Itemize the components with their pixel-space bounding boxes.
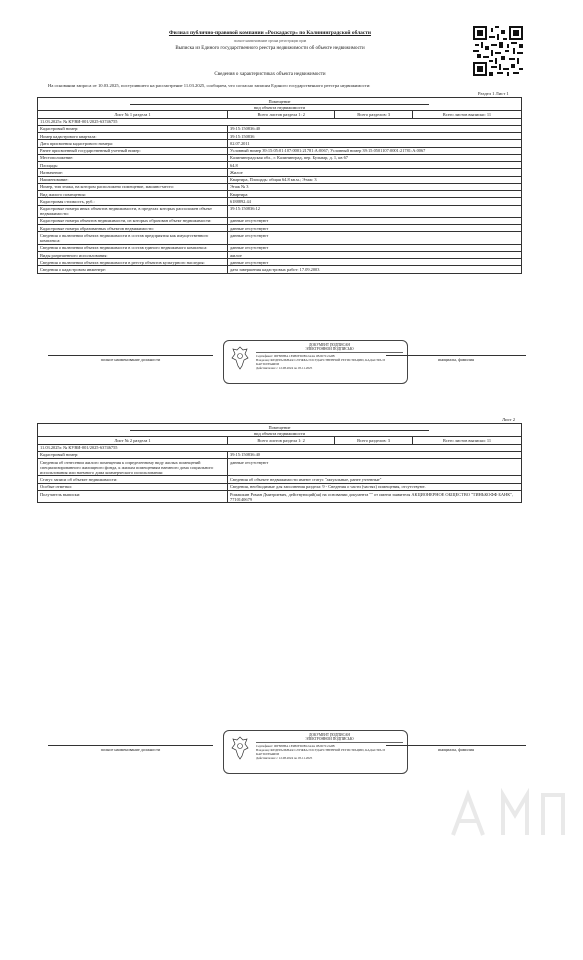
row-value: Условный номер 39:15:05:01:107:0001:21781:А:0067; Условный номер 39:15:0501107:0001:21781:А:0067: [228, 147, 522, 154]
row-value: Сведения об объекте недвижимости имеют статус "актуальные, ранее учтенные": [228, 476, 522, 483]
sheet1-table: [37, 97, 522, 274]
e-signature-stamp-2: ДОКУМЕНТ ПОДПИСАН ЭЛЕКТРОННОЙ ПОДПИСЬЮ Сертификат: 00F8E8BA 1E9B0FD0B12A4A 1B2D7C2A9B Владелец: ФЕДЕРАЛЬНАЯ СЛУЖБА ГОСУДАРСТВЕННОЙ РЕГИСТРАЦИИ, КАДАСТРА И КАРТОГРАФИИ Действителен: с 12.08.2024 по 05.11.2025: [223, 730, 408, 774]
row-label: Назначение:: [38, 169, 228, 176]
row-label: Кадастровая стоимость, руб.:: [38, 198, 228, 205]
sheet-label: Раздел 1 Лист 1: [478, 91, 509, 96]
meta2-sheets-total: Всего листов выписки: 11: [412, 437, 521, 444]
row-label: Сведения о включении объекта недвижимости в состав предприятия как имущественного комплекса:: [38, 232, 228, 244]
table-row: [38, 133, 522, 140]
emblem-icon: [230, 736, 250, 760]
row-label: Площадь:: [38, 162, 228, 169]
row-value: 6188892.44: [228, 198, 522, 205]
row-value: 39:15:150836: [228, 133, 522, 140]
name-caption-2: инициалы, фамилия: [386, 745, 526, 752]
e-signature-stamp: ДОКУМЕНТ ПОДПИСАН ЭЛЕКТРОННОЙ ПОДПИСЬЮ Сертификат: 00F8E8BA 1E9B0FD0B12A4A 1B2D7C2A9B Владелец: ФЕДЕРАЛЬНАЯ СЛУЖБА ГОСУДАРСТВЕННОЙ РЕГИСТРАЦИИ, КАДАСТРА И КАРТОГРАФИИ Действителен: с 12.08.2024 по 05.11.2025: [223, 340, 408, 384]
meta-sheet: Лист № 1 раздела 1: [38, 111, 228, 118]
row-label: Сведения о включении объекта недвижимости в состав единого недвижимого комплекса:: [38, 244, 228, 251]
emblem-icon: [230, 346, 250, 370]
doc-number: 11.03.2025г. № КУВИ-001/2025-63746755: [38, 118, 522, 125]
table-row: [38, 451, 522, 458]
row-value: дата завершения кадастровых работ: 17.09.2003: [228, 266, 522, 273]
row-value: данные отсутствуют: [228, 217, 522, 224]
table-row: [38, 490, 522, 502]
table-row: [38, 176, 522, 183]
row-value: данные отсутствуют: [228, 244, 522, 251]
table-row: [38, 125, 522, 132]
row-value: 64.8: [228, 162, 522, 169]
row-value: данные отсутствуют: [228, 259, 522, 266]
row-label: Кадастровый номер:: [38, 451, 228, 458]
row-label: Статус записи об объекте недвижимости:: [38, 476, 228, 483]
table-row: [38, 198, 522, 205]
name-caption: инициалы, фамилия: [386, 355, 526, 362]
row-label: Вид жилого помещения:: [38, 191, 228, 198]
row-value: данные отсутствуют: [228, 459, 522, 476]
row-label: Местоположение:: [38, 154, 228, 161]
row-value: 02.07.2011: [228, 140, 522, 147]
table-row: [38, 205, 522, 217]
row-label: Сведения о кадастровом инженере:: [38, 266, 228, 273]
row-label: Ранее присвоенный государственный учетный номер:: [38, 147, 228, 154]
row-label: Сведения о включении объекта недвижимости в реестр объектов культурного наследия:: [38, 259, 228, 266]
row-value: Ромашкин Роман Дмитриевич, действующий(ая) на основании документа "" от имени заявителя АКЦИОНЕРНОЕ ОБЩЕСТВО "ТИНЬКОФФ БАНК", 7710140679: [228, 490, 522, 502]
section-title: Сведения о характеристиках объекта недвижимости: [214, 72, 326, 77]
table-row: [38, 162, 522, 169]
meta-sections: Всего разделов: 3: [335, 111, 412, 118]
row-value: Калининградская обл., г. Калининград, пер. Бульвар, д. 1, кв 67: [228, 154, 522, 161]
row-value: данные отсутствуют: [228, 225, 522, 232]
sheet2-label: Лист 2: [502, 417, 516, 422]
qr-code-icon: [473, 26, 523, 76]
row-value: 39:15:150836:12: [228, 205, 522, 217]
watermark-icon: [433, 775, 583, 855]
row-label: Наименование:: [38, 176, 228, 183]
row-label: Кадастровые номера образованных объектов недвижимости:: [38, 225, 228, 232]
row-value: 39:15:150836:40: [228, 125, 522, 132]
row-label: Кадастровый номер:: [38, 125, 228, 132]
table-row: [38, 244, 522, 251]
row-label: Получатель выписки:: [38, 490, 228, 502]
table-row: [38, 259, 522, 266]
table-row: [38, 154, 522, 161]
row-label: Сведения об отнесении жилого помещения к определенному виду жилых помещений специализированного жилищного фонда, к жилым помещениям наемного дома социального использования или наемного дома коммерческого использования:: [38, 459, 228, 476]
row-value: данные отсутствуют: [228, 232, 522, 244]
table-row: [38, 217, 522, 224]
row-value: Квартира, Площадь: общая 64.8 кв.м.; Этаж: 3: [228, 176, 522, 183]
table-row: [38, 232, 522, 244]
meta2-sheet: Лист № 2 раздела 1: [38, 437, 228, 444]
org-subtitle: полное наименование органа регистрации прав: [233, 39, 307, 43]
object-type: Помещение вид объекта недвижимости: [38, 98, 522, 111]
table-row: [38, 483, 522, 490]
row-label: Особые отметки:: [38, 483, 228, 490]
basis-text: На основании запроса от 10.03.2025, поступившего на рассмотрение 11.03.2025, сообщаем, что согласно записям Единого государственного реестра недвижимости:: [48, 83, 371, 88]
row-label: Номер кадастрового квартала:: [38, 133, 228, 140]
row-value: Этаж № 3: [228, 183, 522, 190]
row-value: Квартира: [228, 191, 522, 198]
table-row: [38, 251, 522, 258]
table-row: [38, 459, 522, 476]
table-row: [38, 140, 522, 147]
row-label: Кадастровые номера объектов недвижимости, из которых образован объект недвижимости:: [38, 217, 228, 224]
meta-sheets-total: Всего листов выписки: 11: [412, 111, 521, 118]
table-row: [38, 225, 522, 232]
table-row: [38, 476, 522, 483]
position-caption: полное наименование должности: [48, 355, 213, 362]
object-type-2: Помещение вид объекта недвижимости: [38, 424, 522, 437]
signature-block: [48, 340, 526, 370]
meta2-sections: Всего разделов: 3: [335, 437, 413, 444]
table-row: [38, 266, 522, 273]
meta-sheets-section: Всего листов раздела 1: 2: [228, 111, 335, 118]
org-title: Филиал публично-правовой компании «Роскадастр» по Калининградской области: [168, 30, 372, 36]
doc-number-2: 11.03.2025г. № КУВИ-001/2025-63746755: [38, 444, 522, 451]
row-label: Дата присвоения кадастрового номера:: [38, 140, 228, 147]
table-row: [38, 191, 522, 198]
extract-title: Выписка из Единого государственного реестра недвижимости об объекте недвижимости: [175, 46, 365, 51]
row-label: Виды разрешенного использования:: [38, 251, 228, 258]
row-label: Кадастровые номера иных объектов недвижимости, в пределах которых расположен объект недвижимости:: [38, 205, 228, 217]
row-value: Сведения, необходимые для заполнения раздела: 9 - Сведения о части (частях) помещения, отсутствуют.: [228, 483, 522, 490]
row-value: 39:15:150836:40: [228, 451, 522, 458]
table-row: [38, 183, 522, 190]
row-value: Жилое: [228, 169, 522, 176]
sheet2-table: [37, 423, 522, 503]
table-row: [38, 169, 522, 176]
row-label: Номер, тип этажа, на котором расположено помещение, машино-место:: [38, 183, 228, 190]
signature-block-2: [48, 730, 526, 760]
table-row: [38, 147, 522, 154]
position-caption-2: полное наименование должности: [48, 745, 213, 752]
row-value: жилое: [228, 251, 522, 258]
meta2-sheets-section: Всего листов раздела 1: 2: [228, 437, 335, 444]
